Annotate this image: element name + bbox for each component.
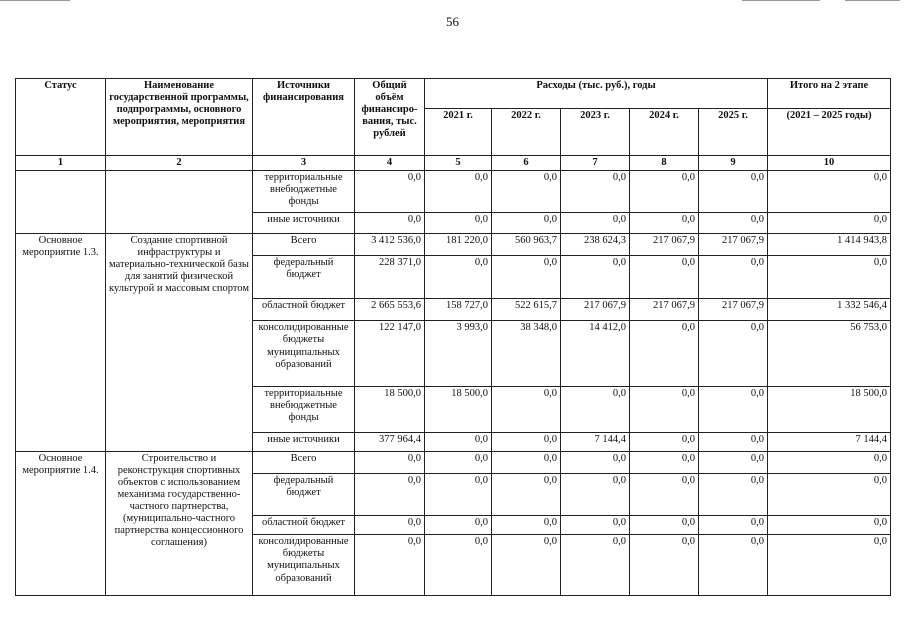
year-value-cell: 0,0 [699, 255, 768, 299]
status-cell: Основное мероприятие 1.4. [16, 451, 106, 595]
year-value-cell: 217 067,9 [561, 299, 630, 321]
year-value-cell: 0,0 [630, 473, 699, 515]
total-volume-cell: 0,0 [355, 515, 425, 535]
source-cell: иные источники [253, 433, 355, 452]
year-value-cell: 0,0 [630, 535, 699, 596]
total-volume-cell: 377 964,4 [355, 433, 425, 452]
header-year: 2023 г. [561, 109, 630, 156]
year-value-cell: 217 067,9 [630, 299, 699, 321]
year-value-cell: 0,0 [492, 387, 561, 433]
status-cell: Основное мероприятие 1.3. [16, 233, 106, 451]
year-value-cell: 0,0 [699, 515, 768, 535]
stage-total-cell: 0,0 [768, 473, 891, 515]
total-volume-cell: 2 665 553,6 [355, 299, 425, 321]
source-cell: областной бюджет [253, 515, 355, 535]
year-value-cell: 181 220,0 [425, 233, 492, 255]
table-row [16, 451, 891, 473]
stage-total-cell: 7 144,4 [768, 433, 891, 452]
source-cell: федеральный бюджет [253, 473, 355, 515]
source-cell: областной бюджет [253, 299, 355, 321]
year-value-cell: 0,0 [425, 515, 492, 535]
column-number: 4 [355, 156, 425, 171]
year-value-cell: 0,0 [492, 451, 561, 473]
stage-total-cell: 1 332 546,4 [768, 299, 891, 321]
column-number: 6 [492, 156, 561, 171]
year-value-cell: 0,0 [425, 535, 492, 596]
year-value-cell: 38 348,0 [492, 321, 561, 387]
header-name: Наименование государственной программы, подпрограммы, основного мероприятия, мероприятия [106, 79, 253, 156]
top-rule-right [742, 0, 820, 1]
financing-table [15, 78, 891, 596]
source-cell: Всего [253, 451, 355, 473]
year-value-cell: 14 412,0 [561, 321, 630, 387]
total-volume-cell: 0,0 [355, 212, 425, 233]
year-value-cell: 0,0 [699, 321, 768, 387]
table-row [16, 233, 891, 255]
year-value-cell: 0,0 [492, 255, 561, 299]
column-number: 10 [768, 156, 891, 171]
column-number: 7 [561, 156, 630, 171]
source-cell: федеральный бюджет [253, 255, 355, 299]
top-rule-left [0, 0, 70, 1]
header-expenses: Расходы (тыс. руб.), годы [425, 79, 768, 109]
header-total-volume: Общий объём финансиро-вания, тыс. рублей [355, 79, 425, 156]
year-value-cell: 0,0 [492, 473, 561, 515]
source-cell: территориальные внебюджетные фонды [253, 171, 355, 213]
stage-total-cell: 0,0 [768, 255, 891, 299]
stage-total-cell: 0,0 [768, 515, 891, 535]
year-value-cell: 217 067,9 [630, 233, 699, 255]
year-value-cell: 0,0 [561, 515, 630, 535]
year-value-cell: 0,0 [561, 212, 630, 233]
year-value-cell: 0,0 [699, 387, 768, 433]
year-value-cell: 0,0 [561, 535, 630, 596]
header-status: Статус [16, 79, 106, 156]
year-value-cell: 0,0 [425, 212, 492, 233]
column-number: 1 [16, 156, 106, 171]
total-volume-cell: 18 500,0 [355, 387, 425, 433]
column-number: 8 [630, 156, 699, 171]
year-value-cell: 560 963,7 [492, 233, 561, 255]
year-value-cell: 0,0 [630, 171, 699, 213]
year-value-cell: 7 144,4 [561, 433, 630, 452]
stage-total-cell: 56 753,0 [768, 321, 891, 387]
year-value-cell: 0,0 [561, 473, 630, 515]
year-value-cell: 0,0 [492, 212, 561, 233]
total-volume-cell: 0,0 [355, 451, 425, 473]
source-cell: территориальные внебюджетные фонды [253, 387, 355, 433]
table-header [16, 79, 891, 171]
source-cell: консолидированные бюджеты муниципальных образований [253, 535, 355, 596]
year-value-cell: 0,0 [425, 171, 492, 213]
total-volume-cell: 0,0 [355, 473, 425, 515]
year-value-cell: 0,0 [630, 255, 699, 299]
total-volume-cell: 228 371,0 [355, 255, 425, 299]
header-year: 2022 г. [492, 109, 561, 156]
header-year: 2025 г. [699, 109, 768, 156]
year-value-cell: 0,0 [425, 451, 492, 473]
year-value-cell: 18 500,0 [425, 387, 492, 433]
total-volume-cell: 3 412 536,0 [355, 233, 425, 255]
stage-total-cell: 0,0 [768, 535, 891, 596]
year-value-cell: 0,0 [630, 321, 699, 387]
measure-name-cell: Создание спортивной инфраструктуры и материально-технической базы для занятий физической культурой и массовым спортом [106, 233, 253, 451]
year-value-cell: 0,0 [492, 171, 561, 213]
source-cell: иные источники [253, 212, 355, 233]
column-number: 9 [699, 156, 768, 171]
header-year: 2024 г. [630, 109, 699, 156]
year-value-cell: 217 067,9 [699, 299, 768, 321]
year-value-cell: 0,0 [699, 473, 768, 515]
year-value-cell: 0,0 [699, 535, 768, 596]
status-cell [16, 171, 106, 234]
year-value-cell: 0,0 [699, 212, 768, 233]
total-volume-cell: 0,0 [355, 171, 425, 213]
source-cell: консолидированные бюджеты муниципальных образований [253, 321, 355, 387]
year-value-cell: 0,0 [492, 515, 561, 535]
year-value-cell: 0,0 [561, 451, 630, 473]
year-value-cell: 0,0 [630, 212, 699, 233]
year-value-cell: 0,0 [561, 255, 630, 299]
page-number: 56 [446, 14, 459, 29]
year-value-cell: 0,0 [630, 433, 699, 452]
measure-name-cell [106, 171, 253, 234]
year-value-cell: 0,0 [630, 387, 699, 433]
year-value-cell: 0,0 [492, 433, 561, 452]
measure-name-cell: Строительство и реконструкция спортивных объектов с использованием механизма государственно-частного партнерства, (муниципально-частного партнерства концессионного соглашения) [106, 451, 253, 595]
column-number: 5 [425, 156, 492, 171]
year-value-cell: 522 615,7 [492, 299, 561, 321]
year-value-cell: 0,0 [492, 535, 561, 596]
header-stage-period: (2021 – 2025 годы) [768, 109, 891, 156]
table-body [16, 171, 891, 596]
source-cell: Всего [253, 233, 355, 255]
year-value-cell: 0,0 [425, 433, 492, 452]
year-value-cell: 158 727,0 [425, 299, 492, 321]
year-value-cell: 0,0 [425, 473, 492, 515]
year-value-cell: 217 067,9 [699, 233, 768, 255]
table-row [16, 171, 891, 213]
year-value-cell: 0,0 [425, 255, 492, 299]
column-number: 3 [253, 156, 355, 171]
year-value-cell: 0,0 [699, 451, 768, 473]
total-volume-cell: 0,0 [355, 535, 425, 596]
stage-total-cell: 0,0 [768, 212, 891, 233]
column-number: 2 [106, 156, 253, 171]
year-value-cell: 0,0 [630, 451, 699, 473]
year-value-cell: 0,0 [699, 171, 768, 213]
year-value-cell: 0,0 [630, 515, 699, 535]
header-year: 2021 г. [425, 109, 492, 156]
year-value-cell: 0,0 [699, 433, 768, 452]
stage-total-cell: 0,0 [768, 171, 891, 213]
total-volume-cell: 122 147,0 [355, 321, 425, 387]
stage-total-cell: 18 500,0 [768, 387, 891, 433]
year-value-cell: 3 993,0 [425, 321, 492, 387]
header-stage-total: Итого на 2 этапе [768, 79, 891, 109]
year-value-cell: 0,0 [561, 171, 630, 213]
header-sources: Источники финансирования [253, 79, 355, 156]
top-rule-right-2 [845, 0, 900, 1]
stage-total-cell: 1 414 943,8 [768, 233, 891, 255]
column-number-row [16, 156, 891, 171]
year-value-cell: 238 624,3 [561, 233, 630, 255]
stage-total-cell: 0,0 [768, 451, 891, 473]
year-value-cell: 0,0 [561, 387, 630, 433]
